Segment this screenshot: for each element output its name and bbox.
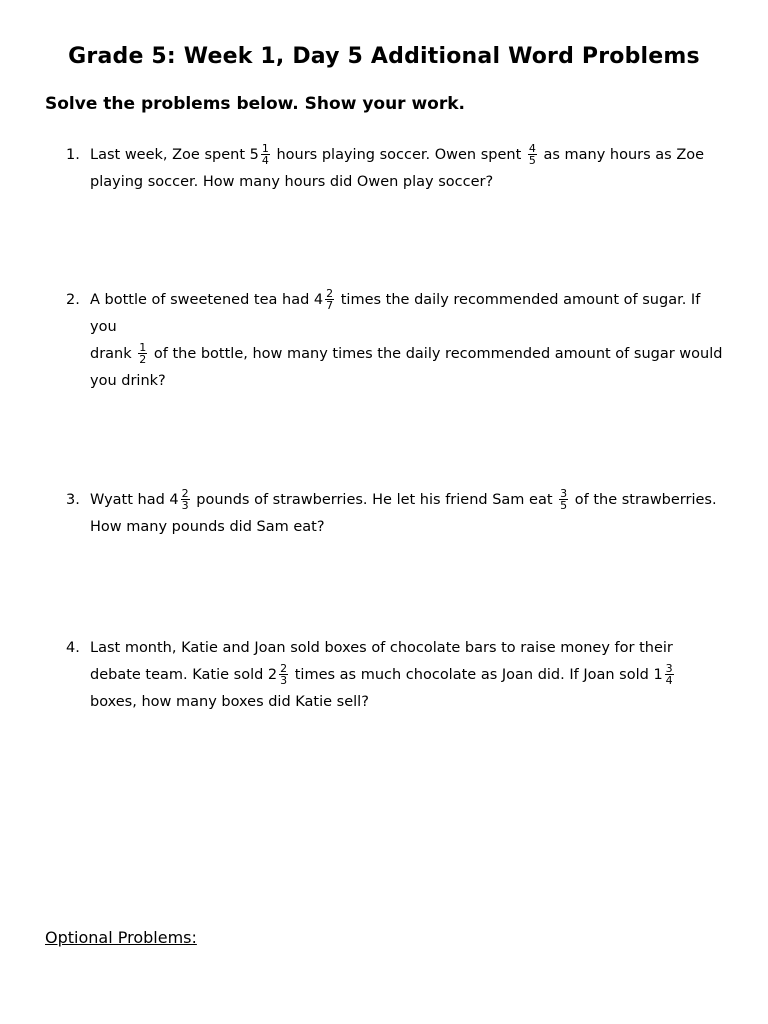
text-segment: times the daily recommended amount of sugar. If you bbox=[90, 292, 701, 335]
page-title: Grade 5: Week 1, Day 5 Additional Word Problems bbox=[68, 44, 700, 69]
fraction bbox=[665, 663, 674, 686]
problem-number: 3. bbox=[66, 492, 80, 508]
problem-3 bbox=[66, 487, 726, 541]
instructions: Solve the problems below. Show your work. bbox=[45, 94, 466, 114]
problem-text bbox=[90, 142, 726, 196]
text-segment: as many hours as Zoe playing soccer. How many hours did Owen play soccer? bbox=[90, 147, 705, 190]
text-segment: pounds of strawberries. He let his friend Sam eat bbox=[191, 492, 558, 508]
text-segment: Wyatt had 4 bbox=[90, 492, 179, 508]
problem-text bbox=[90, 287, 726, 395]
text-segment: hours playing soccer. Owen spent bbox=[271, 147, 526, 163]
fraction-denominator: 3 bbox=[280, 673, 288, 687]
fraction-numerator: 3 bbox=[665, 661, 673, 675]
fraction-denominator: 2 bbox=[139, 352, 147, 366]
fraction-numerator: 2 bbox=[181, 486, 189, 500]
fraction-denominator: 4 bbox=[261, 153, 269, 167]
fraction-denominator: 5 bbox=[528, 153, 536, 167]
problem-number: 4. bbox=[66, 640, 80, 656]
fraction-denominator: 4 bbox=[665, 673, 673, 687]
fraction-numerator: 1 bbox=[139, 340, 147, 354]
fraction-denominator: 3 bbox=[181, 498, 189, 512]
problem-4 bbox=[66, 635, 726, 716]
fraction-numerator: 4 bbox=[528, 141, 536, 155]
text-segment: of the strawberries. How many pounds did Sam eat? bbox=[90, 492, 717, 535]
fraction bbox=[279, 663, 288, 686]
text-segment: Last month, Katie and Joan sold boxes of chocolate bars to raise money for their debate team. Katie sold 2 bbox=[90, 640, 673, 683]
fraction bbox=[138, 342, 147, 365]
problem-number: 1. bbox=[66, 147, 80, 163]
problem-number: 2. bbox=[66, 292, 80, 308]
text-segment: drank bbox=[90, 346, 137, 362]
problem-text bbox=[90, 635, 726, 716]
fraction bbox=[325, 288, 334, 311]
text-segment: A bottle of sweetened tea had 4 bbox=[90, 292, 324, 308]
problem-2 bbox=[66, 287, 726, 395]
fraction bbox=[559, 488, 568, 511]
fraction bbox=[261, 143, 270, 166]
fraction-denominator: 5 bbox=[560, 498, 568, 512]
fraction-numerator: 1 bbox=[261, 141, 269, 155]
fraction-numerator: 2 bbox=[326, 286, 334, 300]
optional-problems-heading: Optional Problems: bbox=[45, 928, 197, 947]
text-segment: boxes, how many boxes did Katie sell? bbox=[90, 694, 369, 710]
fraction-denominator: 7 bbox=[326, 298, 334, 312]
problem-text bbox=[90, 487, 726, 541]
text-segment: of the bottle, how many times the daily recommended amount of sugar would you drink? bbox=[90, 346, 723, 389]
fraction bbox=[181, 488, 190, 511]
fraction bbox=[528, 143, 537, 166]
text-segment: Last week, Zoe spent 5 bbox=[90, 147, 259, 163]
text-segment: times as much chocolate as Joan did. If Joan sold 1 bbox=[290, 667, 663, 683]
fraction-numerator: 3 bbox=[560, 486, 568, 500]
fraction-numerator: 2 bbox=[280, 661, 288, 675]
problem-1 bbox=[66, 142, 726, 196]
